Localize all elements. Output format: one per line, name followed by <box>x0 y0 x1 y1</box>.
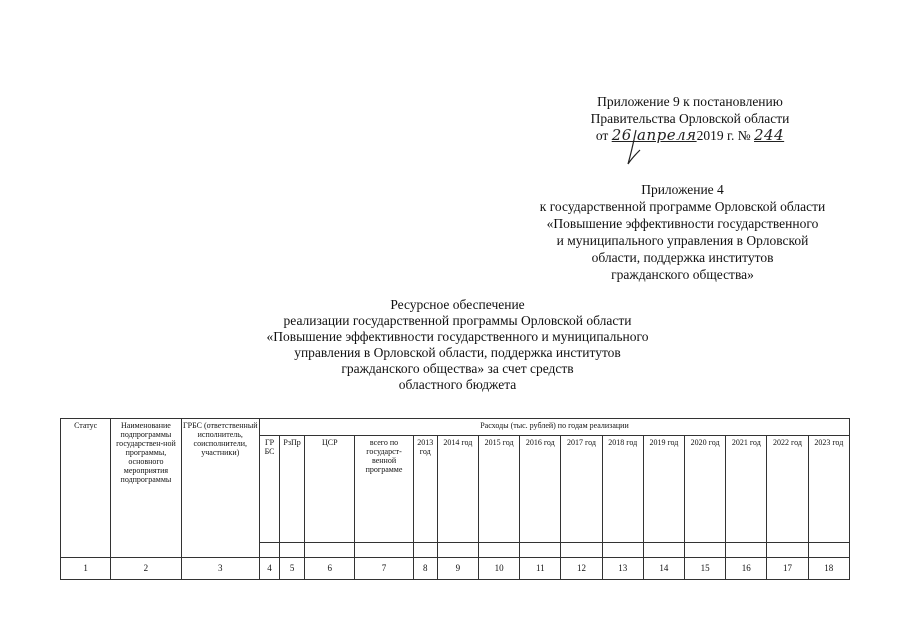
title-line1: Ресурсное обеспечение <box>390 297 525 312</box>
appendix-9-header <box>540 93 840 144</box>
title-line4: управления в Орловской области, поддержка институтов <box>294 345 621 360</box>
table-cell: 5 <box>280 558 305 580</box>
title-line3: «Повышение эффективности государственного и муниципального <box>266 329 649 344</box>
col-year-2019: 2019 год <box>643 436 684 543</box>
table-cell: 3 <box>181 558 259 580</box>
appendix-4-line6: гражданского общества» <box>611 267 754 282</box>
col-name: Наименование подпрограммы государствен-ной программы, основного мероприятия подпрограммы <box>111 419 181 558</box>
appendix-4-header <box>510 181 855 283</box>
table-cell: 6 <box>305 558 355 580</box>
year-label: 2019 г. № <box>696 128 751 143</box>
table-cell: 14 <box>643 558 684 580</box>
handwritten-number: 244 <box>754 126 785 144</box>
table-cell: 11 <box>520 558 561 580</box>
table-cell: 17 <box>767 558 808 580</box>
table-cell: 7 <box>355 558 413 580</box>
col-year-2021: 2021 год <box>726 436 767 543</box>
table-cell: 4 <box>259 558 279 580</box>
table-cell: 8 <box>413 558 437 580</box>
col-total: всего по государст-венной программе <box>355 436 413 543</box>
table-cell: 10 <box>478 558 519 580</box>
table-header-row-1 <box>61 419 850 436</box>
table-cell: 9 <box>437 558 478 580</box>
col-csr: ЦСР <box>305 436 355 543</box>
table-cell: 12 <box>561 558 602 580</box>
title-line6: областного бюджета <box>398 377 517 392</box>
table-cell: 16 <box>726 558 767 580</box>
table-cell: 13 <box>602 558 643 580</box>
appendix-4-line1: Приложение 4 <box>641 182 724 197</box>
title-line5: гражданского общества» за счет средств <box>341 361 574 376</box>
col-year-2014: 2014 год <box>437 436 478 543</box>
handwritten-date: 26 апреля <box>611 126 697 144</box>
col-year-2016: 2016 год <box>520 436 561 543</box>
appendix-4-line2: к государственной программе Орловской области <box>539 199 826 214</box>
resource-table <box>60 418 850 580</box>
appendix-4-line4: и муниципального управления в Орловской <box>556 233 809 248</box>
from-label: от <box>595 128 609 143</box>
signature-stroke <box>622 128 672 168</box>
table-cell: 15 <box>685 558 726 580</box>
appendix-9-line2: Правительства Орловской области <box>590 111 790 126</box>
col-year-2013: 2013 год <box>413 436 437 543</box>
col-expenses: Расходы (тыс. рублей) по годам реализации <box>259 419 849 436</box>
appendix-9-date-line <box>540 127 840 144</box>
col-year-2020: 2020 год <box>685 436 726 543</box>
table-cell: 1 <box>61 558 111 580</box>
col-year-2017: 2017 год <box>561 436 602 543</box>
col-grbs-code: ГР БС <box>259 436 279 543</box>
col-year-2018: 2018 год <box>602 436 643 543</box>
col-grbs: ГРБС (ответственный исполнитель, соисполнители, участники) <box>181 419 259 558</box>
appendix-9-line1: Приложение 9 к постановлению <box>597 94 783 109</box>
col-rzpr: РзПр <box>280 436 305 543</box>
col-year-2022: 2022 год <box>767 436 808 543</box>
appendix-4-line5: области, поддержка институтов <box>591 250 774 265</box>
table-cell: 18 <box>808 558 849 580</box>
appendix-4-line3: «Повышение эффективности государственного <box>546 216 819 231</box>
col-year-2015: 2015 год <box>478 436 519 543</box>
title-line2: реализации государственной программы Орловской области <box>283 313 632 328</box>
col-status: Статус <box>61 419 111 558</box>
document-title <box>230 297 685 393</box>
table-number-row <box>61 558 850 580</box>
col-year-2023: 2023 год <box>808 436 849 543</box>
table-cell: 2 <box>111 558 181 580</box>
